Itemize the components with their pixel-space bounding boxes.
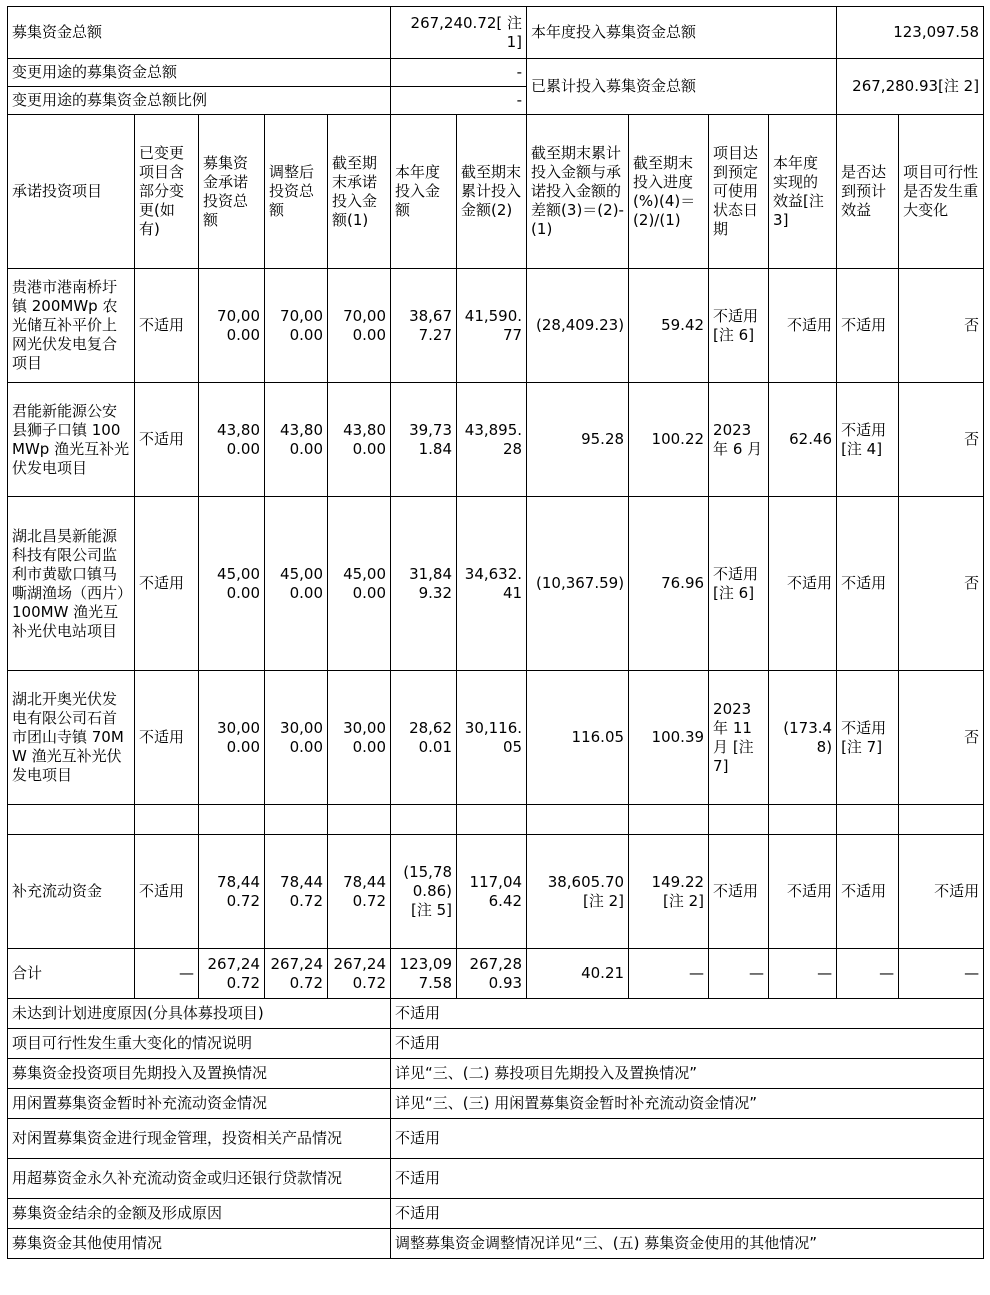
header-cell: 本年度实现的效益[注 3] <box>769 115 837 269</box>
table-cell: 不适用 <box>135 383 199 497</box>
note-label: 用闲置募集资金暂时补充流动资金情况 <box>8 1089 391 1119</box>
header-cell: 截至期末承诺投入金额(1) <box>328 115 391 269</box>
header-row <box>8 115 984 269</box>
table-cell: (15,780.86) [注 5] <box>391 835 457 949</box>
header-cell: 本年度投入金额 <box>391 115 457 269</box>
note-label: 用超募资金永久补充流动资金或归还银行贷款情况 <box>8 1159 391 1199</box>
table-cell: 34,632.41 <box>457 497 527 671</box>
table-cell: — <box>769 949 837 999</box>
table-cell: 不适用[注 4] <box>837 383 899 497</box>
table-cell: 30,000.00 <box>199 671 265 805</box>
table-cell: — <box>135 949 199 999</box>
total-row <box>8 949 984 999</box>
table-cell: 不适用 <box>709 835 769 949</box>
table-cell: 不适用 <box>837 269 899 383</box>
table-row <box>8 269 984 383</box>
table-cell <box>709 805 769 835</box>
header-cell: 截至期末累计投入金额(2) <box>457 115 527 269</box>
table-cell: 39,731.84 <box>391 383 457 497</box>
project-name-cell: 湖北昌昊新能源科技有限公司监利市黄歇口镇马嘶湖渔场（西片）100MW 渔光互补光伏电站项目 <box>8 497 135 671</box>
note-row <box>8 1089 984 1119</box>
project-name-cell: 君能新能源公安县狮子口镇 100MWp 渔光互补光伏发电项目 <box>8 383 135 497</box>
cum-label: 已累计投入募集资金总额 <box>527 59 837 115</box>
table-cell: 45,000.00 <box>199 497 265 671</box>
table-cell: 不适用 <box>135 835 199 949</box>
table-cell: 不适用 <box>135 269 199 383</box>
table-row <box>8 835 984 949</box>
table-cell: 不适用 <box>135 497 199 671</box>
header-cell: 募集资金承诺投资总额 <box>199 115 265 269</box>
fund-usage-table <box>7 6 984 1259</box>
table-cell: 45,000.00 <box>265 497 328 671</box>
table-cell: 59.42 <box>629 269 709 383</box>
table-cell: 不适用 <box>837 497 899 671</box>
note-value: 不适用 <box>391 1159 984 1199</box>
table-cell: 116.05 <box>527 671 629 805</box>
table-cell: 不适用 <box>837 835 899 949</box>
note-row <box>8 1029 984 1059</box>
table-cell: 43,800.00 <box>265 383 328 497</box>
table-cell: 不适用 <box>769 497 837 671</box>
table-cell: 30,000.00 <box>265 671 328 805</box>
note-value: 详见“三、(二) 募投项目先期投入及置换情况” <box>391 1059 984 1089</box>
table-cell: 70,000.00 <box>328 269 391 383</box>
note-label: 募集资金结余的金额及形成原因 <box>8 1199 391 1229</box>
table-cell: 267,280.93 <box>457 949 527 999</box>
project-name-cell: 合计 <box>8 949 135 999</box>
table-cell: 43,895.28 <box>457 383 527 497</box>
table-cell <box>265 805 328 835</box>
table-cell <box>899 805 984 835</box>
summary-row-1 <box>8 7 984 59</box>
note-label: 未达到计划进度原因(分具体募投项目) <box>8 999 391 1029</box>
note-row <box>8 1159 984 1199</box>
table-cell: 70,000.00 <box>265 269 328 383</box>
table-cell: 否 <box>899 497 984 671</box>
table-cell: 否 <box>899 269 984 383</box>
table-cell: — <box>709 949 769 999</box>
table-cell: 不适用 <box>135 671 199 805</box>
summary-row-2 <box>8 59 984 87</box>
table-cell <box>769 805 837 835</box>
project-name-cell: 贵港市港南桥圩镇 200MWp 农光储互补平价上网光伏发电复合项目 <box>8 269 135 383</box>
note-value: 不适用 <box>391 1119 984 1159</box>
table-cell: 100.22 <box>629 383 709 497</box>
header-cell: 承诺投资项目 <box>8 115 135 269</box>
header-cell: 截至期末累计投入金额与承诺投入金额的差额(3)＝(2)-(1) <box>527 115 629 269</box>
table-row <box>8 671 984 805</box>
table-cell: 否 <box>899 383 984 497</box>
table-cell <box>837 805 899 835</box>
note-row <box>8 1119 984 1159</box>
note-row <box>8 1059 984 1089</box>
note-row <box>8 1199 984 1229</box>
note-value: 不适用 <box>391 999 984 1029</box>
table-cell: (28,409.23) <box>527 269 629 383</box>
table-cell: 38,605.70 [注 2] <box>527 835 629 949</box>
table-cell: 30,116.05 <box>457 671 527 805</box>
table-cell: 31,849.32 <box>391 497 457 671</box>
header-cell: 项目达到预定可使用状态日期 <box>709 115 769 269</box>
header-cell: 项目可行性是否发生重大变化 <box>899 115 984 269</box>
table-cell: — <box>899 949 984 999</box>
note-label: 项目可行性发生重大变化的情况说明 <box>8 1029 391 1059</box>
header-cell: 是否达到预计效益 <box>837 115 899 269</box>
table-cell: 不适用 <box>769 269 837 383</box>
changed-label: 变更用途的募集资金总额 <box>8 59 391 87</box>
project-name-cell: 补充流动资金 <box>8 835 135 949</box>
table-cell: 否 <box>899 671 984 805</box>
note-value: 详见“三、(三) 用闲置募集资金暂时补充流动资金情况” <box>391 1089 984 1119</box>
table-cell: 43,800.00 <box>199 383 265 497</box>
table-cell: — <box>837 949 899 999</box>
project-name-cell <box>8 805 135 835</box>
table-cell <box>527 805 629 835</box>
table-cell: (173.48) <box>769 671 837 805</box>
table-cell <box>457 805 527 835</box>
table-row <box>8 497 984 671</box>
table-cell: 76.96 <box>629 497 709 671</box>
table-cell: 40.21 <box>527 949 629 999</box>
table-cell <box>629 805 709 835</box>
table-cell: 78,440.72 <box>199 835 265 949</box>
header-cell: 已变更项目含部分变更(如有) <box>135 115 199 269</box>
table-cell: 267,240.72 <box>328 949 391 999</box>
table-cell: 100.39 <box>629 671 709 805</box>
table-cell: 2023 年 6 月 <box>709 383 769 497</box>
total-value: 267,240.72[ 注 1] <box>391 7 527 59</box>
header-cell: 截至期末投入进度(%)(4)＝(2)/(1) <box>629 115 709 269</box>
table-cell: (10,367.59) <box>527 497 629 671</box>
table-cell <box>199 805 265 835</box>
total-label: 募集资金总额 <box>8 7 391 59</box>
table-cell: 不适用 [注 7] <box>837 671 899 805</box>
table-cell <box>391 805 457 835</box>
table-cell: 117,046.42 <box>457 835 527 949</box>
note-label: 募集资金投资项目先期投入及置换情况 <box>8 1059 391 1089</box>
project-name-cell: 湖北开奥光伏发电有限公司石首市团山寺镇 70MW 渔光互补光伏发电项目 <box>8 671 135 805</box>
table-cell: 95.28 <box>527 383 629 497</box>
changed-ratio-label: 变更用途的募集资金总额比例 <box>8 87 391 115</box>
table-cell: 267,240.72 <box>199 949 265 999</box>
note-label: 募集资金其他使用情况 <box>8 1229 391 1259</box>
changed-ratio-value: - <box>391 87 527 115</box>
table-cell: 41,590.77 <box>457 269 527 383</box>
note-row <box>8 1229 984 1259</box>
table-cell: 149.22 [注 2] <box>629 835 709 949</box>
table-cell: 28,620.01 <box>391 671 457 805</box>
table-cell: 45,000.00 <box>328 497 391 671</box>
table-row <box>8 383 984 497</box>
note-label: 对闲置募集资金进行现金管理，投资相关产品情况 <box>8 1119 391 1159</box>
table-cell <box>135 805 199 835</box>
cum-value: 267,280.93[注 2] <box>837 59 984 115</box>
note-value: 不适用 <box>391 1199 984 1229</box>
table-row <box>8 805 984 835</box>
table-cell <box>328 805 391 835</box>
note-value: 调整募集资金调整情况详见“三、(五) 募集资金使用的其他情况” <box>391 1229 984 1259</box>
table-cell: 不适用[注 6] <box>709 269 769 383</box>
year-value: 123,097.58 <box>837 7 984 59</box>
table-cell: 不适用 <box>899 835 984 949</box>
table-cell: 30,000.00 <box>328 671 391 805</box>
table-cell: 123,097.58 <box>391 949 457 999</box>
table-cell: 不适用 <box>769 835 837 949</box>
table-cell: 2023 年 11 月 [注 7] <box>709 671 769 805</box>
table-cell: — <box>629 949 709 999</box>
table-cell: 78,440.72 <box>328 835 391 949</box>
year-label: 本年度投入募集资金总额 <box>527 7 837 59</box>
table-cell: 267,240.72 <box>265 949 328 999</box>
table-cell: 70,000.00 <box>199 269 265 383</box>
table-cell: 62.46 <box>769 383 837 497</box>
table-cell: 不适用[注 6] <box>709 497 769 671</box>
table-cell: 43,800.00 <box>328 383 391 497</box>
changed-value: - <box>391 59 527 87</box>
note-row <box>8 999 984 1029</box>
header-cell: 调整后投资总额 <box>265 115 328 269</box>
note-value: 不适用 <box>391 1029 984 1059</box>
table-cell: 78,440.72 <box>265 835 328 949</box>
table-cell: 38,677.27 <box>391 269 457 383</box>
